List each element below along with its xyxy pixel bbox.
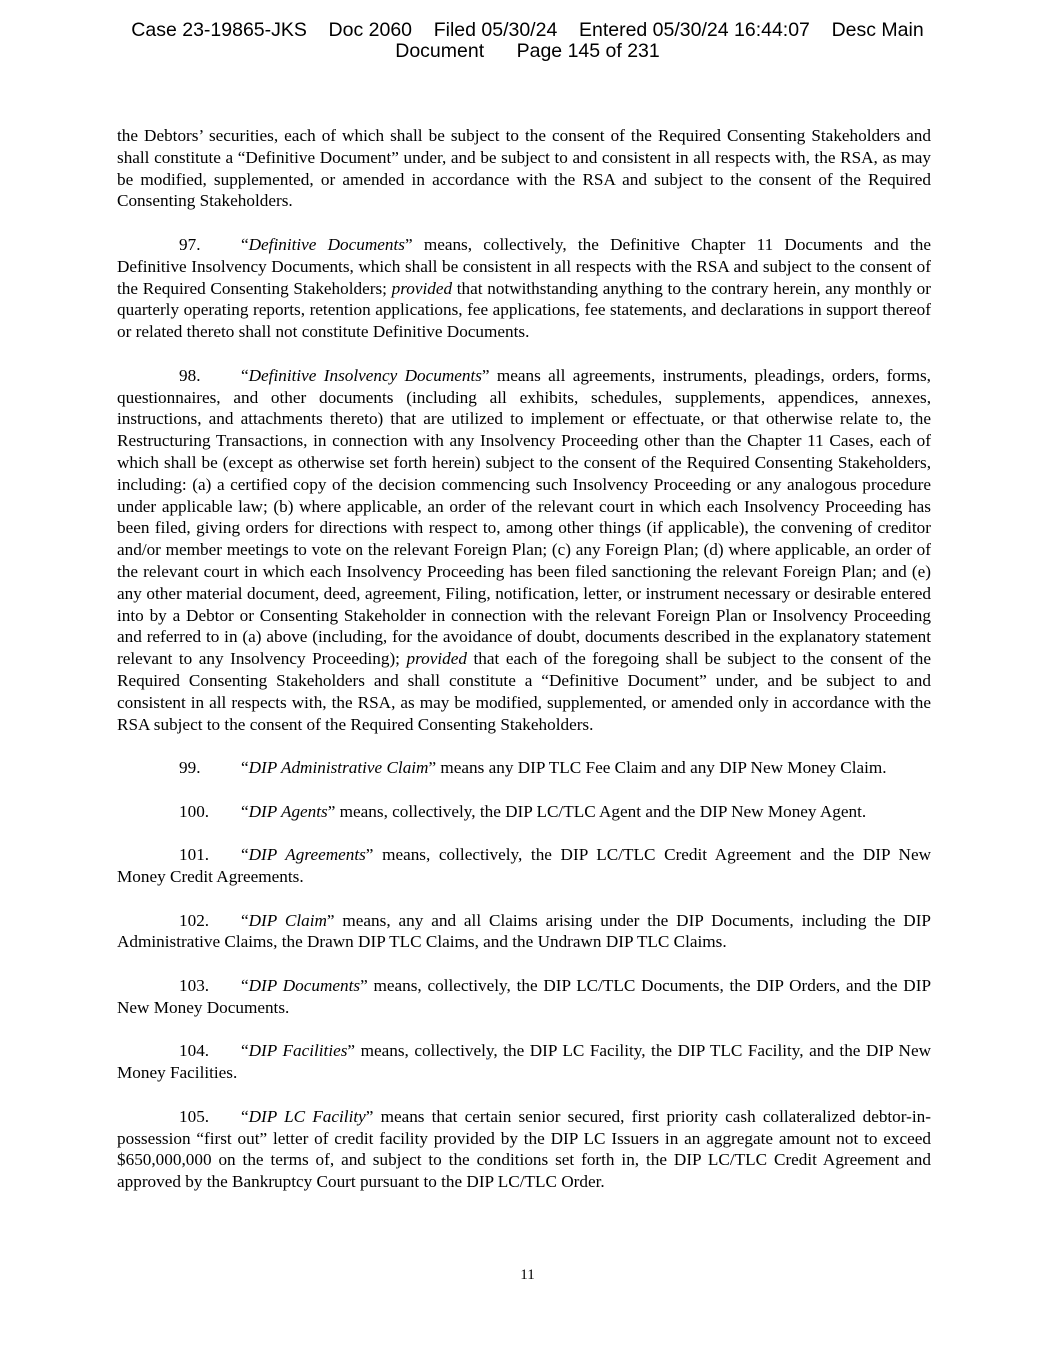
definition-text: means, collectively, the DIP LC Facility, the DIP TLC Facility, and the DIP New Money Facilities. bbox=[117, 1041, 931, 1083]
filing-header-line-1: Case 23-19865-JKS Doc 2060 Filed 05/30/24 Entered 05/30/24 16:44:07 Desc Main bbox=[131, 19, 924, 41]
document-body bbox=[117, 125, 931, 1215]
definition-text: that notwithstanding anything to the contrary herein, any monthly or quarterly operating reports, retention applications, fee applications, fee statements, and declarations in support thereof or related thereto shall not constitute Definitive Documents. bbox=[117, 278, 931, 342]
open-quote: “ bbox=[241, 1041, 249, 1061]
open-quote: “ bbox=[241, 365, 249, 385]
defined-term: DIP Agents bbox=[248, 801, 328, 821]
definition-number: 105. bbox=[179, 1106, 210, 1126]
filing-header-line-2: Document Page 145 of 231 bbox=[395, 40, 660, 62]
close-quote: ” bbox=[347, 1041, 356, 1061]
definition-paragraph bbox=[117, 234, 931, 343]
defined-term: DIP LC Facility bbox=[248, 1106, 366, 1126]
definition-text: that each of the foregoing shall be subject to the consent of the Required Consenting Stakeholders and shall constitute a “Definitive Document” under, and be subject to and consistent in all respects with, the RSA, as may be modified, supplemented, or amended only in accordance with the RSA subject to the consent of the Required Consenting Stakeholders. bbox=[117, 649, 931, 734]
open-quote: “ bbox=[241, 801, 249, 821]
definition-number: 103. bbox=[179, 976, 210, 996]
definition-paragraph bbox=[117, 365, 931, 736]
defined-term: DIP Claim bbox=[248, 910, 327, 930]
definition-number: 98. bbox=[179, 365, 201, 385]
court-filing-header bbox=[0, 20, 1055, 62]
definition-text: means, collectively, the DIP LC/TLC Documents, the DIP Orders, and the DIP New Money Documents. bbox=[117, 976, 931, 1017]
defined-term: DIP Facilities bbox=[248, 1041, 348, 1061]
close-quote: ” bbox=[481, 365, 490, 385]
definition-text: means, any and all Claims arising under the DIP Documents, including the DIP Administrative Claims, the Drawn DIP TLC Claims, and the Undrawn DIP TLC Claims. bbox=[117, 910, 931, 952]
italic-proviso: provided bbox=[406, 649, 467, 669]
definition-paragraph bbox=[117, 910, 931, 954]
open-quote: “ bbox=[241, 234, 249, 254]
defined-term: DIP Agreements bbox=[248, 845, 366, 865]
open-quote: “ bbox=[241, 976, 249, 996]
definition-text: means, collectively, the Definitive Chapter 11 Documents and the Definitive Insolvency Documents, which shall be consistent in all respects with the RSA and subject to the consent of the Required Consenting Stakeholders; bbox=[117, 234, 931, 298]
open-quote: “ bbox=[241, 758, 249, 778]
close-quote: ” bbox=[326, 910, 335, 930]
definition-text: means any DIP TLC Fee Claim and any DIP New Money Claim. bbox=[436, 758, 887, 778]
defined-term: Definitive Insolvency Documents bbox=[248, 365, 482, 385]
defined-term: Definitive Documents bbox=[248, 234, 405, 254]
definition-number: 99. bbox=[179, 758, 201, 778]
definition-number: 102. bbox=[179, 910, 210, 930]
close-quote: ” bbox=[327, 801, 336, 821]
close-quote: ” bbox=[365, 845, 374, 865]
definition-text: means, collectively, the DIP LC/TLC Agent and the DIP New Money Agent. bbox=[335, 801, 867, 821]
defined-term: DIP Administrative Claim bbox=[248, 758, 429, 778]
page-number: 11 bbox=[520, 1267, 535, 1283]
definition-number: 104. bbox=[179, 1041, 210, 1061]
definition-number: 97. bbox=[179, 234, 201, 254]
definition-paragraph bbox=[117, 975, 931, 1019]
open-quote: “ bbox=[241, 845, 249, 865]
close-quote: ” bbox=[404, 234, 413, 254]
definition-text: means all agreements, instruments, pleadings, orders, forms, questionnaires, and other documents (including all exhibits, schedules, supplements, appendices, annexes, instructions, and attachments thereto) that are utilized to implement or effectuate, or that otherwise relate to, the Restructuring Transactions, in connection with any Insolvency Proceeding other than the Chapter 11 Cases, each of which shall be (except as otherwise set forth herein) subject to the consent of the Required Consenting Stakeholders, including: (a) a certified copy of the decision commencing such Insolvency Proceeding or any analogous procedure under applicable law; (b) where applicable, an order of the relevant court in which each Insolvency Proceeding has been filed, giving orders for directions with respect to, among other things (if applicable), the convening of creditor and/or member meetings to vote on the relevant Foreign Plan; (c) any Foreign Plan; (d) where applicable, an order of the relevant court in which each Insolvency Proceeding has been filed sanctioning the relevant Foreign Plan; and (e) any other material document, deed, agreement, Filing, notification, letter, or instrument necessary or desirable entered into by a Debtor or Consenting Stakeholder in connection with the relevant Foreign Plan or Insolvency Proceeding and referred to in (a) above (including, for the avoidance of doubt, documents described in the explanatory statement relevant to any Insolvency Proceeding); bbox=[117, 365, 931, 669]
definition-paragraph bbox=[117, 1040, 931, 1084]
definition-number: 101. bbox=[179, 845, 210, 865]
continuation-paragraph: the Debtors’ securities, each of which shall be subject to the consent of the Required Consenting Stakeholders and shall constitute a “Definitive Document” under, and be subject to and consistent in all respects with, the RSA, as may be modified, supplemented, or amended in accordance with the RSA and subject to the consent of the Required Consenting Stakeholders. bbox=[117, 126, 931, 211]
defined-term: DIP Documents bbox=[248, 976, 361, 996]
open-quote: “ bbox=[241, 1106, 249, 1126]
definition-paragraph bbox=[117, 801, 931, 823]
close-quote: ” bbox=[428, 758, 437, 778]
definition-number: 100. bbox=[179, 801, 210, 821]
italic-proviso: provided bbox=[391, 278, 453, 298]
definition-paragraph bbox=[117, 844, 931, 888]
close-quote: ” bbox=[360, 976, 368, 996]
close-quote: ” bbox=[365, 1106, 374, 1126]
open-quote: “ bbox=[241, 910, 249, 930]
definition-text: means that certain senior secured, first priority cash collateralized debtor-in-possession “first out” letter of credit facility provided by the DIP LC Issuers in an aggregate amount not to exceed $650,000,000 on the terms of, and subject to the conditions set forth in, the DIP LC/TLC Credit Agreement and approved by the Bankruptcy Court pursuant to the DIP LC/TLC Order. bbox=[117, 1106, 931, 1192]
definition-paragraph bbox=[117, 1106, 931, 1193]
definition-paragraph bbox=[117, 757, 931, 779]
definition-text: means, collectively, the DIP LC/TLC Credit Agreement and the DIP New Money Credit Agreements. bbox=[117, 845, 931, 887]
